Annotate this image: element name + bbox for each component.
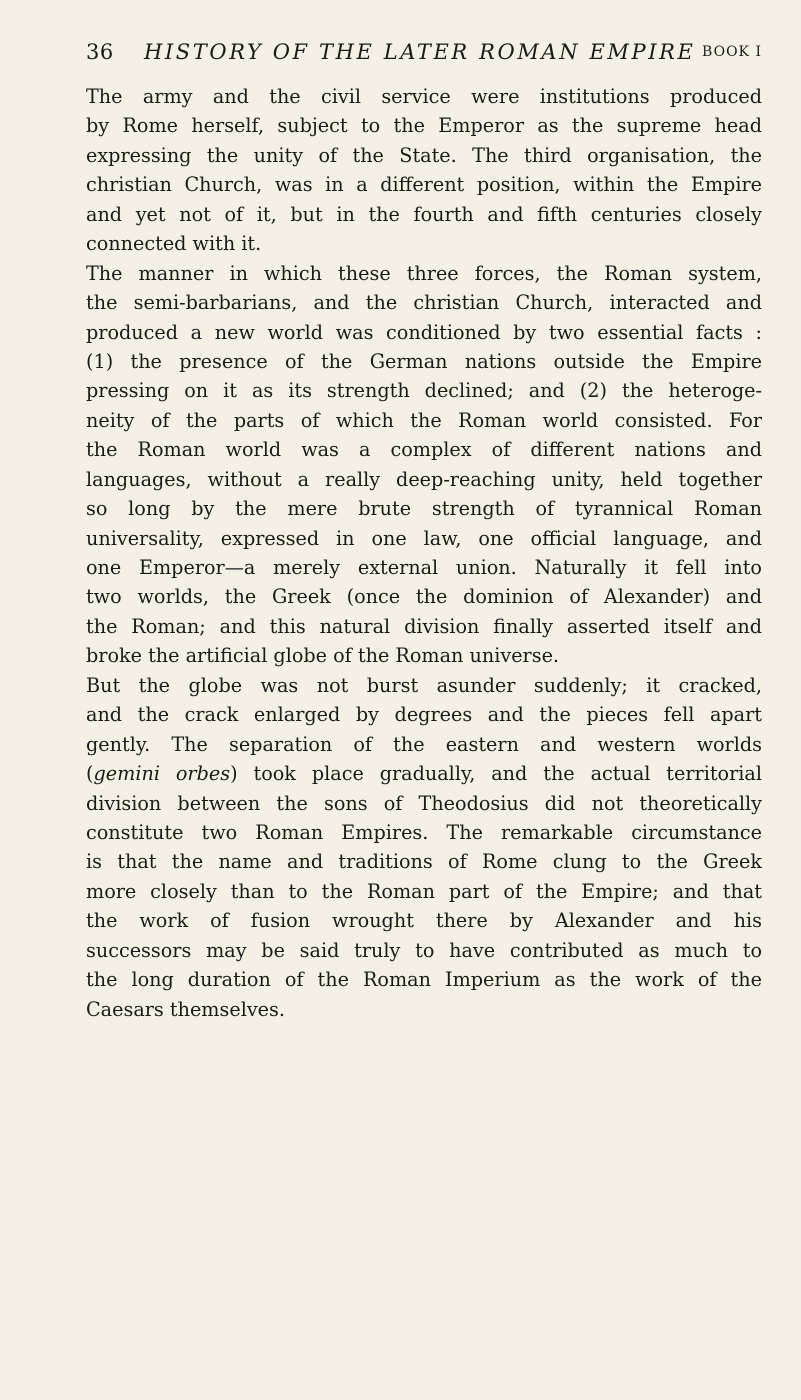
text-line: the semi-barbarians, and the christian Church, interacted and <box>86 291 762 315</box>
text-line: one Emperor—a merely external union. Naturally it fell into <box>86 556 762 579</box>
book-label: BOOK I <box>702 44 762 60</box>
latin-phrase: gemini orbes <box>93 762 231 786</box>
text-line: (1) the presence of the German nations outside the Empire <box>86 349 762 373</box>
running-title: HISTORY OF THE LATER ROMAN EMPIRE <box>144 40 696 64</box>
text-line: and the crack enlarged by degrees and the pieces fell apart <box>86 703 762 727</box>
running-head <box>86 40 762 70</box>
page-number: 36 <box>86 40 114 64</box>
text-line: But the globe was not burst asunder suddenly; it cracked, <box>86 673 762 697</box>
text-line: pressing on it as its strength declined; and (2) the heteroge- <box>86 379 762 403</box>
text-line: the Roman world was a complex of different nations and <box>86 438 762 462</box>
text-line: The manner in which these three forces, the Roman system, <box>86 261 762 285</box>
text-line: successors may be said truly to have contributed as much to <box>86 938 762 962</box>
text-line: produced a new world was conditioned by two essential facts : <box>86 320 762 344</box>
text-line: The army and the civil service were institutions produced <box>86 85 762 108</box>
text-line: connected with it. <box>86 232 262 256</box>
text-line: by Rome herself, subject to the Emperor as the supreme head <box>86 114 762 138</box>
text-line: more closely than to the Roman part of the Empire; and that <box>86 879 762 903</box>
text-line: expressing the unity of the State. The third organisation, the <box>86 143 762 167</box>
text-line: universality, expressed in one law, one official language, and <box>86 526 762 550</box>
text-line: christian Church, was in a different position, within the Empire <box>86 173 762 197</box>
text-line: is that the name and traditions of Rome clung to the Greek <box>86 850 762 874</box>
text-line: constitute two Roman Empires. The remarkable circumstance <box>86 820 762 844</box>
text-line: the work of fusion wrought there by Alexander and his <box>86 909 762 933</box>
text-line: languages, without a really deep-reaching unity, held together <box>86 467 762 491</box>
text-line: and yet not of it, but in the fourth and fifth centuries closely <box>86 202 762 226</box>
paragraph-1 <box>86 82 762 259</box>
text-line: gently. The separation of the eastern and western worlds <box>86 732 762 756</box>
text-line: the long duration of the Roman Imperium as the work of the <box>86 968 762 992</box>
text-line: neity of the parts of which the Roman world consisted. For <box>86 408 762 432</box>
paragraph-2 <box>86 259 762 671</box>
text-line: division between the sons of Theodosius did not theoretically <box>86 791 762 815</box>
text-line: Caesars themselves. <box>86 997 285 1021</box>
text-line: so long by the mere brute strength of tyrannical Roman <box>86 497 762 521</box>
body-text <box>86 82 762 1024</box>
text-line: two worlds, the Greek (once the dominion of Alexander) and <box>86 585 762 609</box>
paragraph-3 <box>86 671 762 1024</box>
text-line: the Roman; and this natural division finally asserted itself and <box>86 614 762 638</box>
text-line-with-italic: (gemini orbes) took place gradually, and the actual territorial <box>86 762 762 786</box>
text-line: broke the artificial globe of the Roman universe. <box>86 644 560 668</box>
